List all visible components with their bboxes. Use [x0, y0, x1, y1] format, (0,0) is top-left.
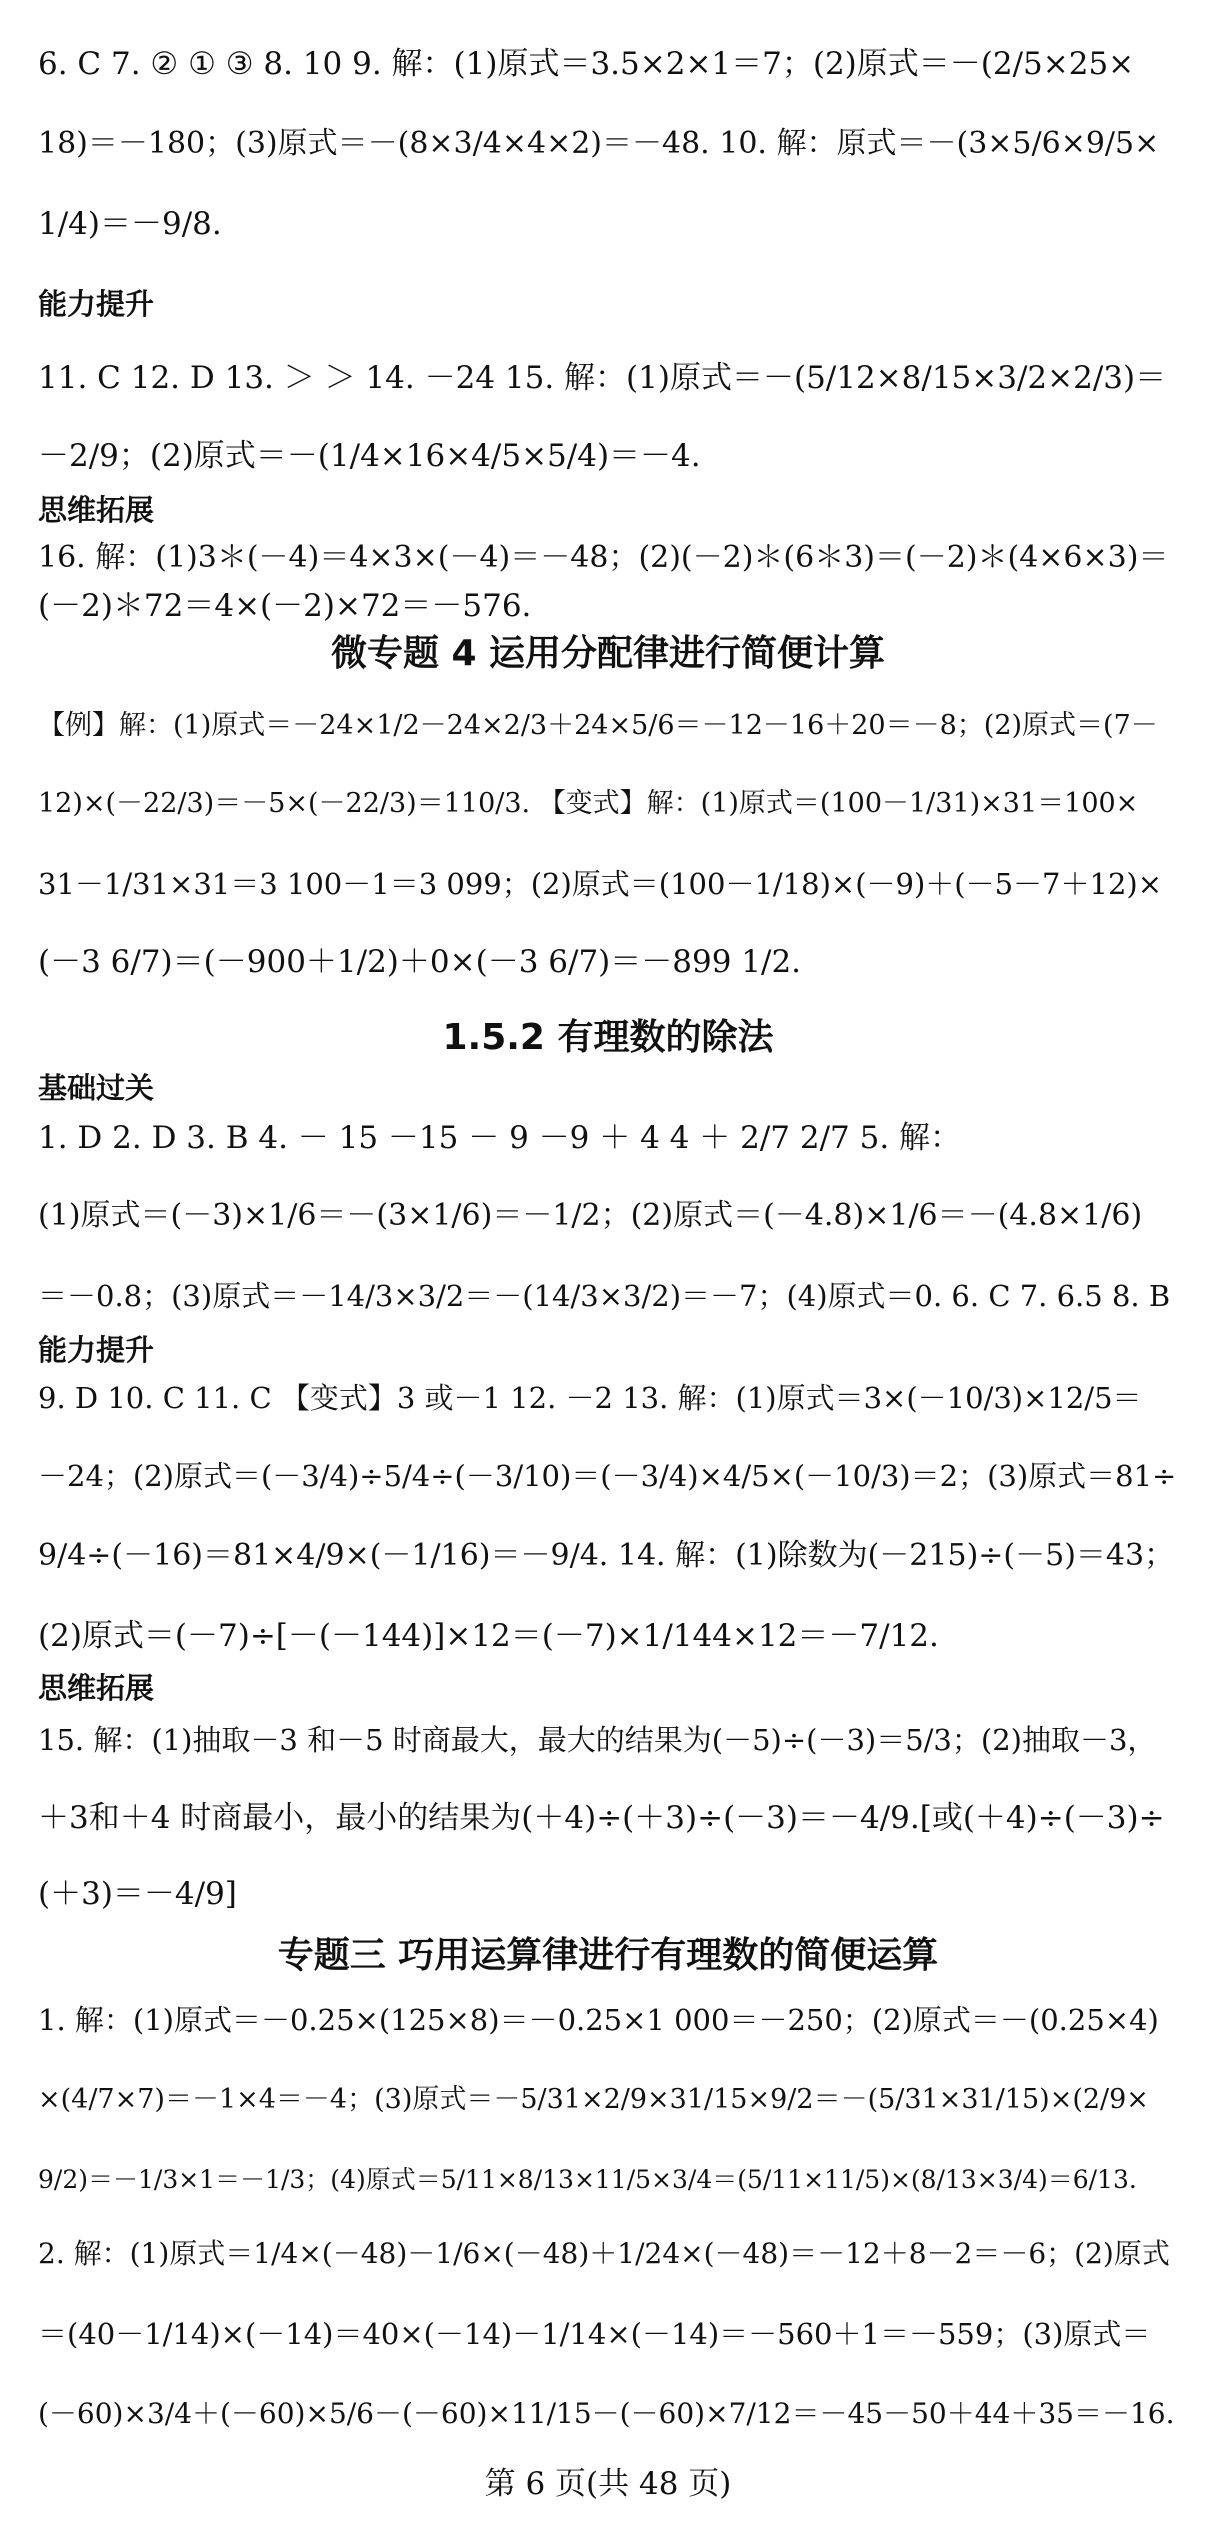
section-heading: 能力提升 — [38, 1333, 155, 1367]
text-line: 【例】解：(1)原式＝－24×1/2－24×2/3＋24×5/6＝－12－16＋20＝－8；(2)原式＝(7－ — [38, 710, 1158, 741]
topic-title: 专题三 巧用运算律进行有理数的简便运算 — [277, 1935, 939, 1976]
text-line: (2)原式＝(－7)÷[－(－144)]×12＝(－7)×1/144×12＝－7/12. — [38, 1618, 939, 1654]
text-line: 12)×(－22/3)＝－5×(－22/3)＝110/3. 【变式】解：(1)原式＝(100－1/31)×31＝100× — [38, 788, 1139, 819]
section-heading: 基础过关 — [38, 1071, 155, 1105]
text-line: －2/9；(2)原式＝－(1/4×16×4/5×5/4)＝－4. — [38, 438, 701, 474]
text-line: (＋3)＝－4/9] — [38, 1876, 237, 1912]
text-line: (－60)×3/4＋(－60)×5/6－(－60)×11/15－(－60)×7/12＝－45－50＋44＋35＝－16. — [38, 2397, 1175, 2430]
section-heading: 能力提升 — [38, 287, 155, 321]
section-heading: 思维拓展 — [38, 1671, 155, 1705]
text-line: ＝－0.8；(3)原式＝－14/3×3/2＝－(14/3×3/2)＝－7；(4)原式＝0. 6. C 7. 6.5 8. B — [38, 1279, 1171, 1313]
text-line: 31－1/31×31＝3 100－1＝3 099；(2)原式＝(100－1/18)×(－9)＋(－5－7＋12)× — [38, 867, 1163, 901]
text-line: 1/4)＝－9/8. — [38, 206, 222, 242]
text-line: 11. C 12. D 13. ＞ ＞ 14. －24 15. 解：(1)原式＝－(5/12×8/15×3/2×2/3)＝ — [38, 360, 1167, 396]
text-line: 2. 解：(1)原式＝1/4×(－48)－1/6×(－48)＋1/24×(－48)＝－12＋8－2＝－6；(2)原式 — [38, 2237, 1170, 2270]
text-line: 16. 解：(1)3＊(－4)＝4×3×(－4)＝－48；(2)(－2)＊(6＊3)＝(－2)＊(4×6×3)＝ — [38, 540, 1169, 575]
text-line: (－2)＊72＝4×(－2)×72＝－576. — [38, 588, 532, 624]
micro-topic-title: 微专题 4 运用分配律进行简便计算 — [330, 633, 886, 674]
text-line: 6. C 7. ② ① ③ 8. 10 9. 解：(1)原式＝3.5×2×1＝7；(2)原式＝－(2/5×25× — [38, 46, 1135, 82]
answer-page — [38, 0, 1178, 2531]
section-heading: 思维拓展 — [38, 493, 155, 527]
text-line: ×(4/7×7)＝－1×4＝－4；(3)原式＝－5/31×2/9×31/15×9/2＝－(5/31×31/15)×(2/9× — [38, 2084, 1149, 2115]
lesson-title: 1.5.2 有理数的除法 — [442, 1017, 774, 1058]
text-line: (1)原式＝(－3)×1/6＝－(3×1/6)＝－1/2；(2)原式＝(－4.8)×1/6＝－(4.8×1/6) — [38, 1198, 1143, 1233]
text-line: 9/4÷(－16)＝81×4/9×(－1/16)＝－9/4. 14. 解：(1)除数为(－215)÷(－5)＝43； — [38, 1538, 1175, 1573]
text-line: 1. D 2. D 3. B 4. － 15 －15 － 9 －9 ＋ 4 4 ＋ 2/7 2/7 5. 解： — [38, 1120, 962, 1156]
text-line: ＝(40－1/14)×(－14)＝40×(－14)－1/14×(－14)＝－560＋1＝－559；(3)原式＝ — [38, 2317, 1151, 2351]
page-footer: 第 6 页(共 48 页) — [484, 2466, 732, 2502]
text-line: 18)＝－180；(3)原式＝－(8×3/4×4×2)＝－48. 10. 解：原式＝－(3×5/6×9/5× — [38, 126, 1160, 161]
text-line: ＋3和＋4 时商最小，最小的结果为(＋4)÷(＋3)÷(－3)＝－4/9.[或(＋4)÷(－3)÷ — [38, 1800, 1165, 1836]
text-line: －24；(2)原式＝(－3/4)÷5/4÷(－3/10)＝(－3/4)×4/5×(－10/3)＝2；(3)原式＝81÷ — [38, 1459, 1177, 1493]
text-line: 15. 解：(1)抽取－3 和－5 时商最大，最大的结果为(－5)÷(－3)＝5/3；(2)抽取－3， — [38, 1723, 1157, 1757]
text-line: 1. 解：(1)原式＝－0.25×(125×8)＝－0.25×1 000＝－250；(2)原式＝－(0.25×4) — [38, 2003, 1159, 2037]
text-line: 9/2)＝－1/3×1＝－1/3；(4)原式＝5/11×8/13×11/5×3/4＝(5/11×11/5)×(8/13×3/4)＝6/13. — [38, 2165, 1137, 2194]
text-line: (－3 6/7)＝(－900＋1/2)＋0×(－3 6/7)＝－899 1/2. — [38, 944, 802, 980]
text-line: 9. D 10. C 11. C 【变式】3 或－1 12. －2 13. 解：(1)原式＝3×(－10/3)×12/5＝ — [38, 1381, 1142, 1415]
